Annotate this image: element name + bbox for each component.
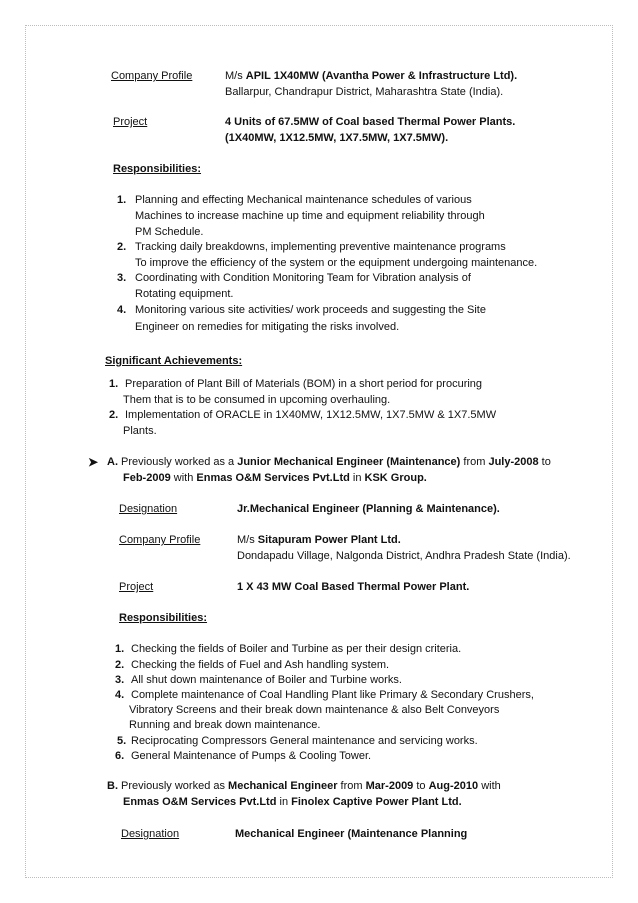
list-item-line: Planning and effecting Mechanical maintenance schedules of various — [135, 194, 472, 206]
responsibilities-heading: Responsibilities: — [113, 163, 202, 175]
project-label: Project — [113, 116, 148, 128]
project-line: 4 Units of 67.5MW of Coal based Thermal Power Plants. — [225, 116, 516, 128]
list-item-line: To improve the efficiency of the system or the equipment undergoing maintenance. — [135, 257, 538, 269]
list-item-line: All shut down maintenance of Boiler and Turbine works. — [131, 674, 402, 686]
list-item-line: Reciprocating Compressors General maintenance and servicing works. — [131, 735, 478, 747]
list-item-line: Complete maintenance of Coal Handling Plant like Primary & Secondary Crushers, — [131, 689, 534, 701]
list-item-line: Machines to increase machine up time and equipment reliability through — [135, 210, 485, 222]
list-item-line: Rotating equipment. — [135, 288, 234, 300]
list-item-line: Plants. — [123, 425, 157, 437]
job-b-heading-line2: Enmas O&M Services Pvt.Ltd in Finolex Captive Power Plant Ltd. — [123, 796, 462, 808]
project-line: 1 X 43 MW Coal Based Thermal Power Plant. — [237, 581, 470, 593]
project-line: (1X40MW, 1X12.5MW, 1X7.5MW, 1X7.5MW). — [225, 132, 449, 144]
job-b-heading: B. Previously worked as Mechanical Engineer from Mar-2009 to Aug-2010 with — [107, 780, 501, 792]
list-item-line: Them that is to be consumed in upcoming overhauling. — [123, 394, 391, 406]
job-a-heading-line2: Feb-2009 with Enmas O&M Services Pvt.Ltd in KSK Group. — [123, 472, 427, 484]
list-item-line: Tracking daily breakdowns, implementing preventive maintenance programs — [135, 241, 506, 253]
job-a-heading: A. Previously worked as a Junior Mechanical Engineer (Maintenance) from July-2008 to — [107, 456, 551, 468]
company-address: Dondapadu Village, Nalgonda District, Andhra Pradesh State (India). — [237, 550, 571, 562]
list-number: 1. — [115, 643, 125, 655]
list-item-line: Checking the fields of Boiler and Turbine as per their design criteria. — [131, 643, 462, 655]
list-item-line: Preparation of Plant Bill of Materials (BOM) in a short period for procuring — [125, 378, 483, 390]
list-item-line: Engineer on remedies for mitigating the risks involved. — [135, 321, 400, 333]
list-number: 2. — [109, 409, 119, 421]
list-number: 3. — [117, 272, 127, 284]
company-address: Ballarpur, Chandrapur District, Maharashtra State (India). — [225, 86, 504, 98]
list-item-line: General Maintenance of Pumps & Cooling Tower. — [131, 750, 372, 762]
company-name-line: M/s APIL 1X40MW (Avantha Power & Infrastructure Ltd). — [225, 70, 518, 82]
list-item-line: Implementation of ORACLE in 1X40MW, 1X12.5MW, 1X7.5MW & 1X7.5MW — [125, 409, 497, 421]
list-item-line: Monitoring various site activities/ work proceeds and suggesting the Site — [135, 304, 486, 316]
arrow-bullet-icon: ➤ — [88, 455, 99, 469]
list-number: 1. — [109, 378, 119, 390]
list-number: 4. — [117, 304, 127, 316]
company-profile-label: Company Profile — [119, 534, 201, 546]
list-item-line: Coordinating with Condition Monitoring Team for Vibration analysis of — [135, 272, 471, 284]
list-number: 4. — [115, 689, 125, 701]
designation-label: Designation — [121, 828, 180, 840]
list-number: 6. — [115, 750, 125, 762]
designation-value: Jr.Mechanical Engineer (Planning & Maintenance). — [237, 503, 500, 515]
list-item-line: Running and break down maintenance. — [129, 719, 321, 731]
list-item-line: Checking the fields of Fuel and Ash handling system. — [131, 659, 390, 671]
list-number: 3. — [115, 674, 125, 686]
designation-value: Mechanical Engineer (Maintenance Planning — [235, 828, 468, 840]
list-number: 5. — [117, 735, 127, 747]
list-number: 2. — [117, 241, 127, 253]
achievements-heading: Significant Achievements: — [105, 355, 243, 367]
responsibilities-heading: Responsibilities: — [119, 612, 208, 624]
list-number: 1. — [117, 194, 127, 206]
designation-label: Designation — [119, 503, 178, 515]
list-number: 2. — [115, 659, 125, 671]
list-item-line: PM Schedule. — [135, 226, 204, 238]
company-profile-label: Company Profile — [111, 70, 193, 82]
project-label: Project — [119, 581, 154, 593]
list-item-line: Vibratory Screens and their break down maintenance & also Belt Conveyors — [129, 704, 500, 716]
company-name-line: M/s Sitapuram Power Plant Ltd. — [237, 534, 401, 546]
